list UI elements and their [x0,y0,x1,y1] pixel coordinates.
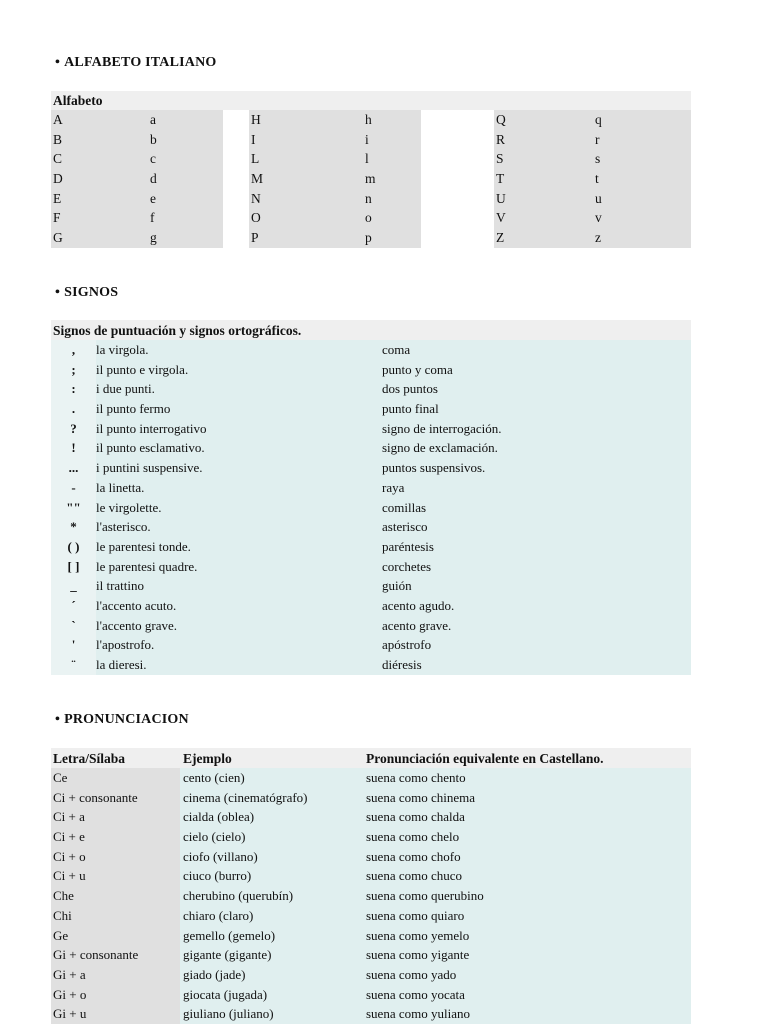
equivalent: suena como yigante [366,947,470,963]
table-row [51,537,691,557]
pronunciation-table [51,748,691,1024]
spanish-name: diéresis [382,657,422,672]
sign-symbol: . [71,401,76,417]
uppercase-letter: Q [496,112,506,127]
italian-name: la dieresi. [96,657,147,672]
table-row [51,360,691,380]
bullet: • [55,712,61,727]
letter-syllable: Gi + a [53,966,86,982]
equivalent: suena como chuco [366,868,463,884]
alphabet-group [494,110,691,248]
italian-name: le parentesi quadre. [96,558,198,574]
spanish-name: raya [382,479,405,495]
equivalent: suena como yemelo [366,927,470,943]
pronunciation-table-header [51,748,691,768]
spanish-name: apóstrofo [382,637,432,653]
alphabet-row [249,208,421,228]
equivalent: suena como chofo [366,848,461,864]
spanish-name: punto final [382,401,439,417]
lowercase-letter: u [595,190,602,206]
alphabet-row [494,228,691,248]
uppercase-letter: R [496,131,506,147]
table-row [51,768,691,788]
pronunciation-table-body [51,768,691,1024]
table-row [51,498,691,518]
table-row [51,635,691,655]
bullet: • [55,285,61,300]
lowercase-letter: g [150,230,157,246]
alphabet-row [51,110,223,130]
uppercase-letter: B [53,131,63,147]
alphabet-heading: • ALFABETO ITALIANO [55,55,217,70]
equivalent: suena como chinema [366,789,476,805]
italian-name: l'asterisco. [96,519,151,535]
table-row [51,945,691,965]
example: cherubino (querubín) [183,888,294,904]
lowercase-letter: l [365,151,369,167]
sign-symbol: ( ) [67,538,80,554]
lowercase-letter: h [365,112,372,127]
table-row [51,557,691,577]
spanish-name: coma [382,342,411,357]
lowercase-letter: z [595,230,601,246]
table-row [51,926,691,946]
alphabet-row [51,149,223,169]
spanish-name: acento agudo. [382,597,455,613]
letter-syllable: Ci + a [53,809,85,825]
lowercase-letter: e [150,190,156,206]
italian-name: il trattino [96,578,145,594]
table-row [51,847,691,867]
example: giocata (jugada) [183,986,268,1002]
example: cialda (oblea) [183,809,255,825]
table-row [51,866,691,886]
italian-name: la virgola. [96,342,149,357]
lowercase-letter: q [595,112,602,127]
uppercase-letter: D [53,171,63,187]
lowercase-letter: p [365,230,372,246]
italian-name: le parentesi tonde. [96,538,191,554]
sign-symbol: ... [68,460,79,476]
column-header-letter: Letra/Sílaba [53,751,126,766]
equivalent: suena como chento [366,770,466,785]
letter-syllable: Gi + u [53,1006,87,1022]
uppercase-letter: A [53,112,63,127]
alphabet-row [51,208,223,228]
letter-syllable: Ci + consonante [53,789,138,805]
signs-heading: • SIGNOS [55,285,119,300]
spanish-name: signo de exclamación. [382,440,498,456]
letter-syllable: Gi + o [53,986,87,1002]
sign-symbol: ' [71,637,76,653]
spanish-name: puntos suspensivos. [382,460,486,476]
example: chiaro (claro) [183,907,254,923]
spanish-name: punto y coma [382,361,453,377]
alphabet-row [51,189,223,209]
equivalent: suena como chalda [366,809,465,825]
example: gemello (gemelo) [183,927,276,943]
alphabet-row [494,189,691,209]
table-row [51,616,691,636]
italian-name: la linetta. [96,479,145,495]
sign-symbol: ´ [71,597,76,613]
lowercase-letter: i [365,131,369,147]
lowercase-letter: a [150,112,156,127]
alphabet-table [51,91,691,248]
table-row [51,906,691,926]
example: cinema (cinematógrafo) [183,789,308,805]
uppercase-letter: H [251,112,261,127]
spanish-name: corchetes [382,558,432,574]
spanish-name: asterisco [382,519,428,535]
italian-name: il punto interrogativo [96,420,207,436]
equivalent: suena como quiaro [366,907,465,923]
sign-symbol: "" [66,499,81,515]
lowercase-letter: d [150,171,157,187]
equivalent: suena como chelo [366,829,460,845]
table-row [51,596,691,616]
italian-name: l'accento acuto. [96,597,177,613]
italian-name: i puntini suspensive. [96,460,203,476]
sign-symbol: - [71,479,76,495]
uppercase-letter: E [53,190,62,206]
alphabet-row [494,130,691,150]
table-row [51,807,691,827]
letter-syllable: Ci + u [53,868,86,884]
equivalent: suena como yocata [366,986,465,1002]
table-row [51,517,691,537]
table-row [51,965,691,985]
spanish-name: dos puntos [382,381,438,397]
lowercase-letter: f [150,210,155,226]
alphabet-row [249,149,421,169]
letter-syllable: Ge [53,927,69,943]
example: giuliano (juliano) [183,1006,274,1022]
table-row [51,399,691,419]
italian-name: il punto esclamativo. [96,440,205,456]
alphabet-row [249,130,421,150]
alphabet-row [494,110,691,130]
bullet: • [55,55,61,70]
letter-syllable: Ce [53,770,68,785]
italian-name: il punto fermo [96,401,171,417]
uppercase-letter: N [251,190,261,206]
uppercase-letter: C [53,151,63,167]
sign-symbol: ? [70,420,77,436]
alphabet-row [249,169,421,189]
lowercase-letter: t [595,171,599,187]
uppercase-letter: V [496,210,506,226]
uppercase-letter: I [251,131,256,147]
pronunciation-heading: • PRONUNCIACION [55,712,189,727]
uppercase-letter: Z [496,230,505,246]
table-row [51,886,691,906]
spanish-name: acento grave. [382,617,452,633]
letter-syllable: Chi [53,907,72,923]
table-row [51,340,691,360]
table-row [51,478,691,498]
letter-syllable: Gi + consonante [53,947,139,963]
italian-name: l'accento grave. [96,617,178,633]
italian-name: l'apostrofo. [96,637,155,653]
uppercase-letter: S [496,151,504,167]
sign-symbol: ; [71,361,76,377]
italian-name: le virgolette. [96,499,162,515]
column-header-equivalent: Pronunciación equivalente en Castellano. [366,751,604,766]
letter-syllable: Ci + o [53,848,86,864]
equivalent: suena como yado [366,966,457,982]
lowercase-letter: m [365,171,376,187]
alphabet-group [249,110,421,248]
letter-syllable: Che [53,888,74,904]
uppercase-letter: P [251,230,259,246]
sign-symbol: [ ] [67,558,80,574]
table-row [51,576,691,596]
equivalent: suena como querubino [366,888,484,904]
sign-symbol: * [70,519,77,535]
table-row [51,655,691,675]
alphabet-columns [51,110,691,248]
table-row [51,1004,691,1024]
column-header-example: Ejemplo [183,751,232,766]
lowercase-letter: s [595,151,601,167]
uppercase-letter: T [496,171,505,187]
lowercase-letter: r [595,131,600,147]
alphabet-row [249,189,421,209]
uppercase-letter: L [251,151,260,167]
signs-table [51,320,691,675]
example: ciuco (burro) [183,868,252,884]
alphabet-row [51,228,223,248]
alphabet-row [494,149,691,169]
lowercase-letter: o [365,210,372,226]
alphabet-row [494,169,691,189]
alphabet-group [51,110,223,248]
alphabet-row [494,208,691,228]
sign-symbol: : [71,381,76,397]
sign-symbol: , [71,342,76,357]
sign-symbol: ! [71,440,76,456]
lowercase-letter: v [595,210,602,226]
table-row [51,419,691,439]
lowercase-letter: b [150,131,157,147]
spanish-name: paréntesis [382,538,434,554]
uppercase-letter: O [251,210,261,226]
sign-symbol: ` [71,617,76,633]
alphabet-row [249,110,421,130]
alphabet-row [51,169,223,189]
italian-name: il punto e virgola. [96,361,189,377]
alphabet-row [249,228,421,248]
table-row [51,438,691,458]
example: cielo (cielo) [183,829,246,845]
example: giado (jade) [183,966,246,982]
table-row [51,827,691,847]
uppercase-letter: G [53,230,63,246]
uppercase-letter: M [251,171,264,187]
lowercase-letter: n [365,190,372,206]
table-row [51,985,691,1005]
uppercase-letter: U [496,190,506,206]
equivalent: suena como yuliano [366,1006,470,1022]
example: ciofo (villano) [183,848,258,864]
spanish-name: comillas [382,499,427,515]
signs-table-body [51,340,691,675]
spanish-name: signo de interrogación. [382,420,502,436]
sign-symbol: _ [70,578,77,594]
example: cento (cien) [183,770,245,785]
table-row [51,379,691,399]
alphabet-row [51,130,223,150]
alphabet-table-header: Alfabeto [51,91,691,110]
lowercase-letter: c [150,151,156,167]
table-row [51,458,691,478]
uppercase-letter: F [53,210,61,226]
sign-symbol: ¨ [71,657,76,672]
signs-table-header: Signos de puntuación y signos ortográficos. [51,320,691,340]
spanish-name: guión [382,578,412,594]
example: gigante (gigante) [183,947,272,963]
letter-syllable: Ci + e [53,829,85,845]
table-row [51,788,691,808]
italian-name: i due punti. [96,381,155,397]
